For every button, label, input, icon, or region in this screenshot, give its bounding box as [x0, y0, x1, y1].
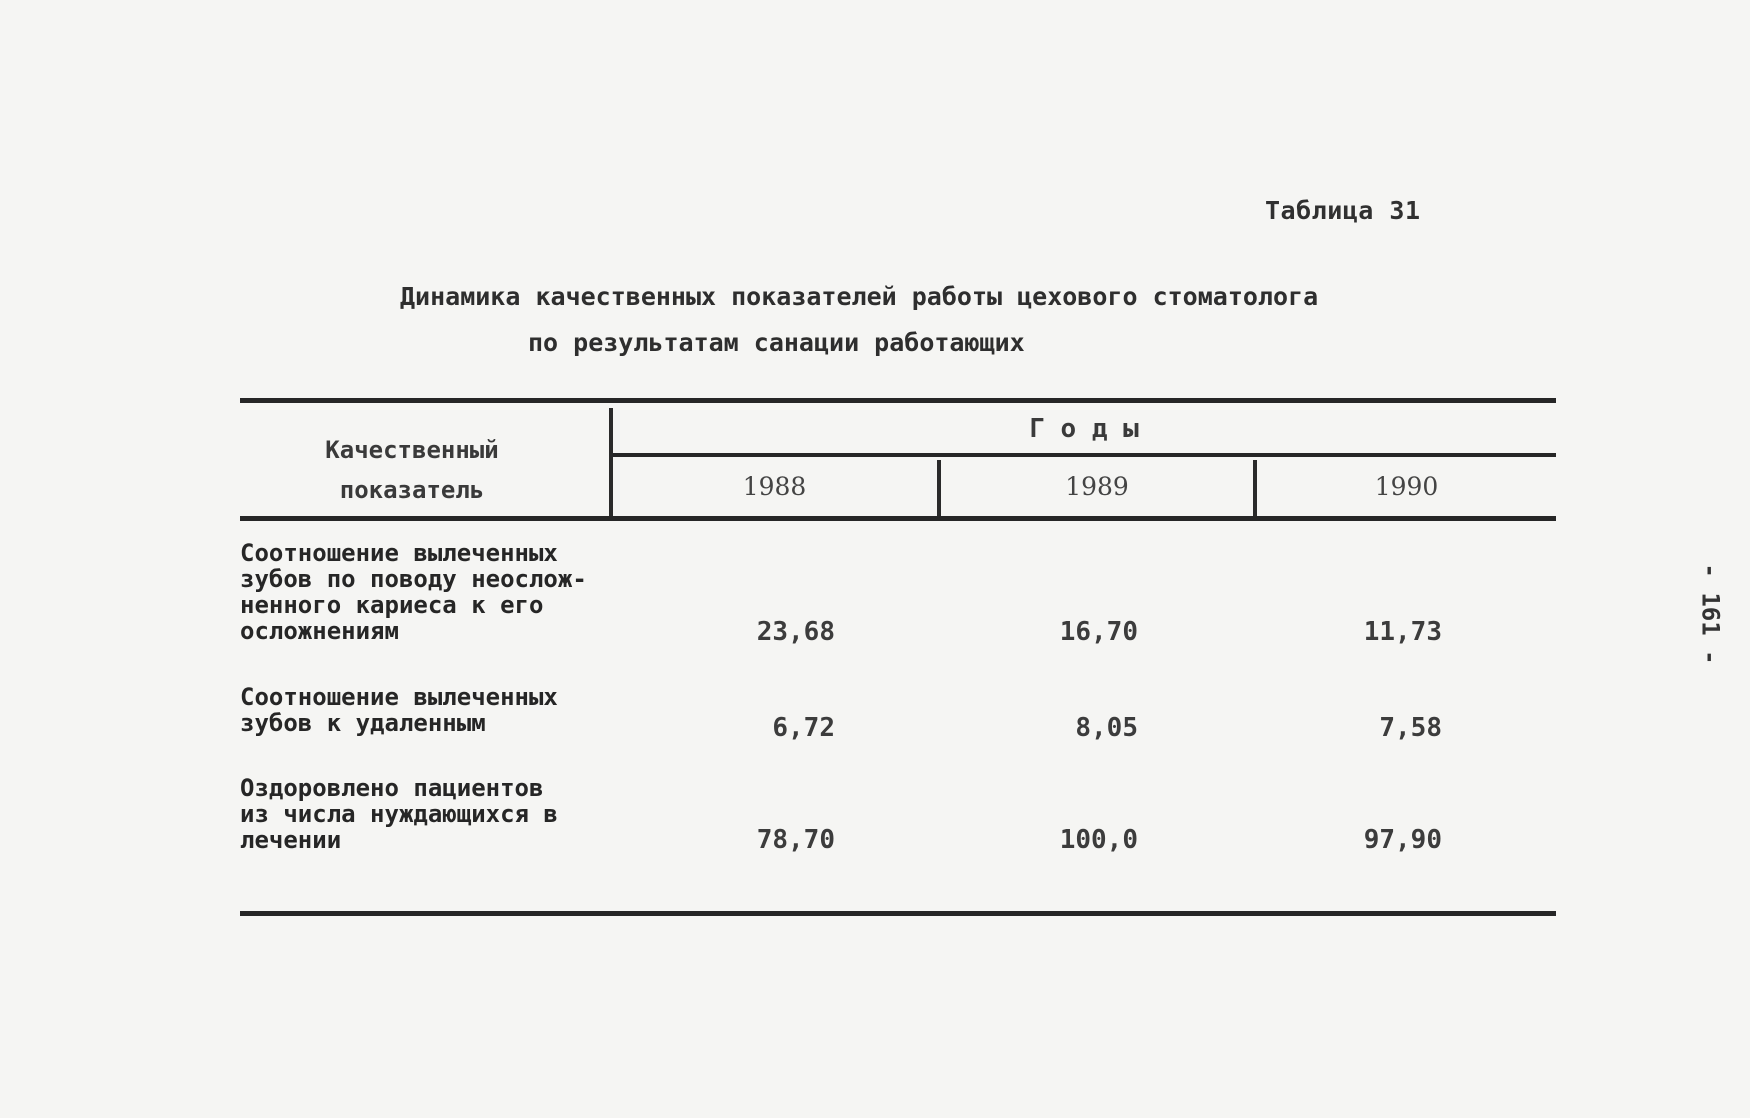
table-row-3-value-1990: 97,90 — [1363, 825, 1442, 855]
table-number: Таблица 31 — [1265, 196, 1421, 225]
years-group-rule — [612, 453, 1556, 457]
table-row-1-value-1990: 11,73 — [1363, 617, 1442, 647]
table-row-2-value-1990: 7,58 — [1379, 713, 1442, 743]
years-group-header: Г о д ы — [1029, 414, 1139, 444]
page-number: - 161 - — [1696, 563, 1725, 665]
table-top-rule — [240, 398, 1556, 403]
year-header-1988: 1988 — [742, 472, 807, 501]
table-row-2-value-1989: 8,05 — [1075, 713, 1138, 743]
year-header-1990: 1990 — [1374, 472, 1439, 501]
indicator-column-header: Качественный показатель — [325, 436, 499, 504]
header-bottom-rule — [240, 516, 1556, 521]
table-bottom-rule — [240, 911, 1556, 916]
table-row-2-value-1988: 6,72 — [772, 713, 835, 743]
table-title-line-2: по результатам санации работающих — [528, 328, 1025, 357]
table-row-2-label: Соотношение вылеченных зубов к удаленным — [240, 683, 558, 737]
table-row-3-label: Оздоровлено пациентов из числа нуждающихся в лечении — [240, 774, 558, 854]
table-row-1-label: Соотношение вылеченных зубов по поводу неослож- ненного кариеса к его осложнениям — [240, 539, 587, 645]
table-row-1-value-1989: 16,70 — [1059, 617, 1138, 647]
table-row-1-value-1988: 23,68 — [756, 617, 835, 647]
table-row-3-value-1989: 100,0 — [1059, 825, 1138, 855]
table-title-line-1: Динамика качественных показателей работы цехового стоматолога — [400, 282, 1319, 311]
year-header-1989: 1989 — [1065, 472, 1129, 501]
table-row-3-value-1988: 78,70 — [756, 825, 835, 855]
